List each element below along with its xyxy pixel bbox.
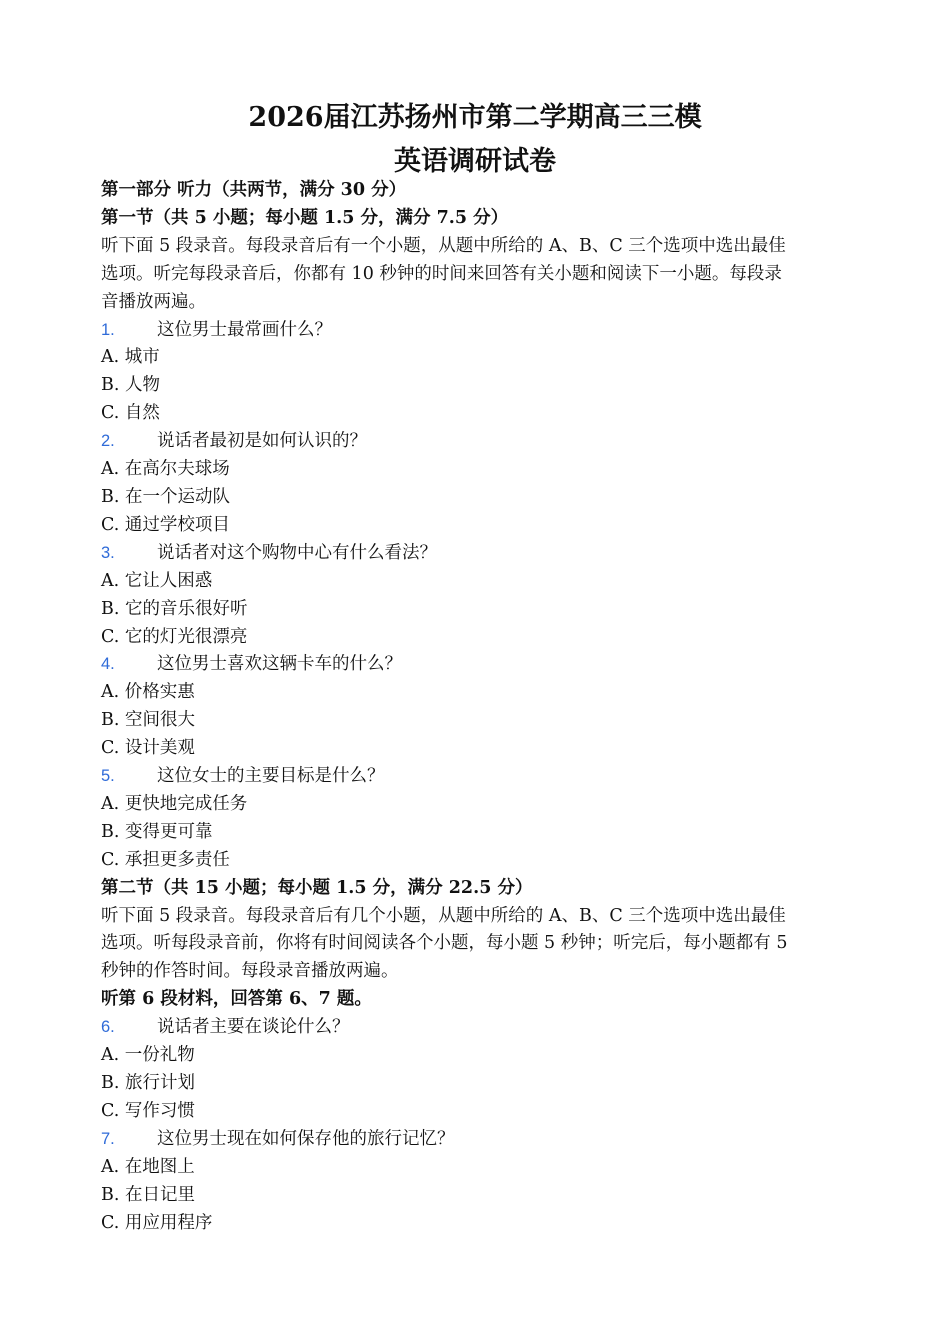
- question-number: 4.: [101, 655, 115, 674]
- option-a: A. 它让人困惑: [101, 570, 213, 591]
- section1-instructions-line: 听下面 5 段录音。每段录音后有一个小题，从题中所给的 A、B、C 三个选项中选出最佳: [101, 235, 786, 256]
- option-c: C. 通过学校项目: [101, 514, 230, 535]
- question-1: [101, 317, 841, 345]
- option-a: A. 在地图上: [101, 1156, 195, 1177]
- question-text: 这位男士现在如何保存他的旅行记忆？: [157, 1128, 455, 1149]
- exam-title: 2026届江苏扬州市第二学期高三三模: [248, 102, 702, 133]
- option-a: A. 更快地完成任务: [101, 793, 248, 814]
- question-6: [101, 1014, 841, 1042]
- question-number: 1.: [101, 320, 115, 339]
- exam-content: [101, 177, 841, 1237]
- question-5: [101, 763, 841, 791]
- material-heading: 听第 6 段材料，回答第 6、7 题。: [101, 989, 372, 1010]
- question-text: 说话者对这个购物中心有什么看法？: [157, 542, 437, 563]
- option-b: B. 它的音乐很好听: [101, 598, 248, 619]
- question-2: [101, 428, 841, 456]
- option-b: B. 空间很大: [101, 710, 195, 731]
- question-text: 说话者主要在谈论什么？: [157, 1017, 350, 1038]
- option-a: A. 一份礼物: [101, 1045, 195, 1066]
- option-c: C. 用应用程序: [101, 1212, 213, 1233]
- option-c: C. 它的灯光很漂亮: [101, 626, 248, 647]
- option-c: C. 承担更多责任: [101, 849, 230, 870]
- question-7: [101, 1126, 841, 1154]
- option-b: B. 人物: [101, 375, 160, 396]
- option-c: C. 写作习惯: [101, 1100, 195, 1121]
- option-b: B. 在一个运动队: [101, 486, 230, 507]
- option-a: A. 在高尔夫球场: [101, 459, 230, 480]
- question-text: 这位女士的主要目标是什么？: [157, 766, 385, 787]
- exam-subtitle: 英语调研试卷: [394, 146, 556, 177]
- question-4: [101, 651, 841, 679]
- option-a: A. 城市: [101, 347, 160, 368]
- question-3: [101, 540, 841, 568]
- question-number: 5.: [101, 767, 115, 786]
- option-c: C. 设计美观: [101, 738, 195, 759]
- question-number: 3.: [101, 543, 115, 562]
- option-b: B. 变得更可靠: [101, 821, 213, 842]
- question-text: 说话者最初是如何认识的？: [157, 431, 367, 452]
- question-number: 2.: [101, 432, 115, 451]
- question-number: 6.: [101, 1018, 115, 1037]
- question-text: 这位男士最常画什么？: [157, 319, 332, 340]
- question-number: 7.: [101, 1129, 115, 1148]
- question-text: 这位男士喜欢这辆卡车的什么？: [157, 654, 402, 675]
- section2-heading: 第二节（共 15 小题；每小题 1.5 分，满分 22.5 分）: [101, 877, 533, 898]
- section2-instructions-line: 秒钟的作答时间。每段录音播放两遍。: [101, 961, 399, 982]
- option-b: B. 旅行计划: [101, 1073, 195, 1093]
- section2-instructions-line: 选项。听每段录音前，你将有时间阅读各个小题，每小题 5 秒钟；听完后，每小题都有 5: [101, 933, 788, 954]
- section1-instructions-line: 选项。听完每段录音后，你都有 10 秒钟的时间来回答有关小题和阅读下一小题。每段录: [101, 263, 782, 284]
- option-b: B. 在日记里: [101, 1184, 195, 1205]
- option-a: A. 价格实惠: [101, 682, 195, 703]
- section2-instructions-line: 听下面 5 段录音。每段录音后有几个小题，从题中所给的 A、B、C 三个选项中选出最佳: [101, 905, 786, 926]
- part1-heading: 第一部分 听力（共两节，满分 30 分）: [101, 180, 407, 200]
- section1-instructions-line: 音播放两遍。: [101, 291, 206, 312]
- option-c: C. 自然: [101, 403, 160, 424]
- section1-heading: 第一节（共 5 小题；每小题 1.5 分，满分 7.5 分）: [101, 207, 509, 228]
